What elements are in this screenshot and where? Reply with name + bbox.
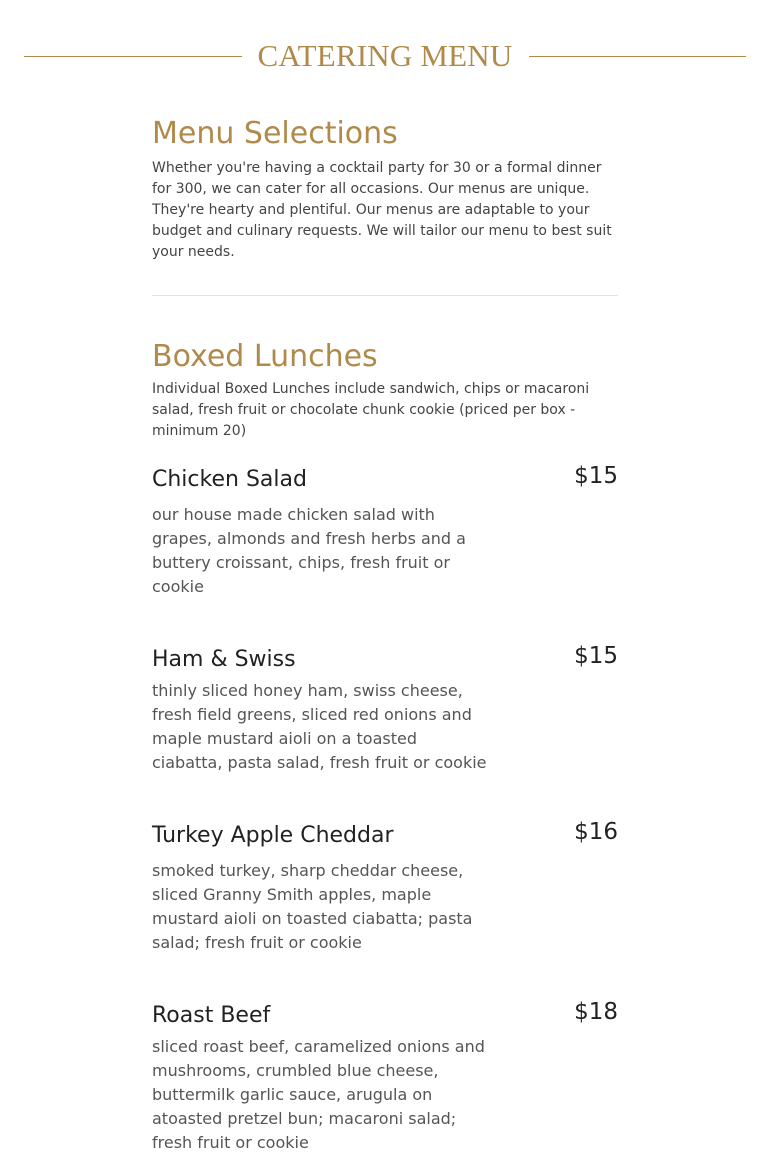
- menu-item-name: Chicken Salad: [152, 467, 307, 492]
- boxed-lunches-intro: Individual Boxed Lunches include sandwich, chips or macaroni salad, fresh fruit or chocolate chunk cookie (priced per box - minimum 20): [152, 381, 590, 439]
- menu-selections-section: [152, 112, 618, 263]
- menu-item-name: Turkey Apple Cheddar: [152, 823, 394, 848]
- menu-selections-title: Menu Selections: [152, 116, 398, 151]
- menu-item-price: $15: [574, 643, 618, 669]
- page-title: CATERING MENU: [257, 38, 513, 73]
- menu-content: [152, 112, 618, 1155]
- menu-item-ham-swiss: [152, 645, 618, 775]
- menu-item-name: Ham & Swiss: [152, 647, 296, 672]
- section-divider: [152, 295, 618, 296]
- menu-item-chicken-salad: [152, 465, 618, 599]
- menu-item-name: Roast Beef: [152, 1003, 271, 1028]
- menu-item-price: $15: [574, 463, 618, 489]
- header-right-rule: [529, 56, 746, 57]
- menu-item-price: $16: [574, 819, 618, 845]
- menu-item-description: our house made chicken salad with grapes, almonds and fresh herbs and a buttery croissant, chips, fresh fruit or cookie: [152, 505, 466, 596]
- menu-item-turkey-apple-cheddar: [152, 821, 618, 955]
- boxed-lunches-section: [152, 335, 618, 1155]
- boxed-lunches-title: Boxed Lunches: [152, 339, 378, 374]
- menu-selections-intro: Whether you're having a cocktail party for 30 or a formal dinner for 300, we can cater for all occasions. Our menus are unique. They're hearty and plentiful. Our menus are adaptable to your budget and culinary requests. We will tailor our menu to best suit your needs.: [152, 160, 612, 260]
- menu-item-price: $18: [574, 999, 618, 1025]
- menu-item-description: sliced roast beef, caramelized onions and mushrooms, crumbled blue cheese, buttermilk garlic sauce, arugula on atoasted pretzel bun; macaroni salad; fresh fruit or cookie: [152, 1037, 485, 1152]
- menu-item-description: thinly sliced honey ham, swiss cheese, fresh field greens, sliced red onions and maple mustard aioli on a toasted ciabatta, pasta salad, fresh fruit or cookie: [152, 681, 487, 772]
- menu-item-roast-beef: [152, 1001, 618, 1155]
- menu-item-description: smoked turkey, sharp cheddar cheese, sliced Granny Smith apples, maple mustard aioli on toasted ciabatta; pasta salad; fresh fruit or cookie: [152, 861, 473, 952]
- catering-menu-header: [24, 28, 746, 84]
